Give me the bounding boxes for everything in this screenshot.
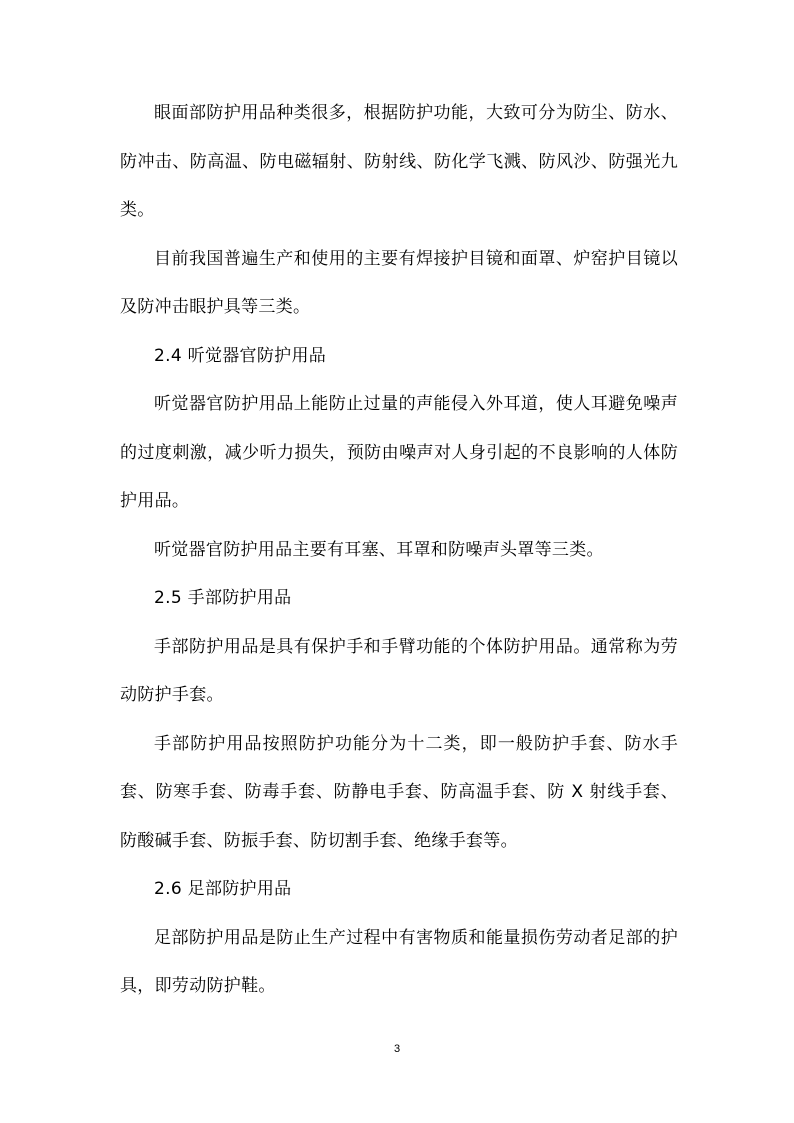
paragraph-hearing-types: 听觉器官防护用品主要有耳塞、耳罩和防噪声头罩等三类。 — [154, 539, 604, 560]
paragraph-hearing-definition: 听觉器官防护用品上能防止过量的声能侵入外耳道，使人耳避免噪声的过度刺激，减少听力损失，预防由噪声对人身引起的不良影响的人体防护用品。 — [120, 394, 678, 511]
paragraph-hand-definition: 手部防护用品是具有保护手和手臂功能的个体防护用品。通常称为劳动防护手套。 — [120, 636, 678, 705]
document-body — [120, 89, 678, 1011]
section-heading-foot: 2.6 足部防护用品 — [154, 879, 292, 899]
section-heading-hearing: 2.4 听觉器官防护用品 — [154, 345, 327, 366]
page-number: 3 — [393, 1043, 401, 1055]
section-heading-hand: 2.5 手部防护用品 — [154, 588, 292, 608]
paragraph-eye-protection-common: 目前我国普遍生产和使用的主要有焊接护目镜和面罩、炉窑护目镜以及防冲击眼护具等三类。 — [120, 248, 678, 317]
paragraph-eye-face-protection-types: 眼面部防护用品种类很多，根据防护功能，大致可分为防尘、防水、防冲击、防高温、防电磁辐射、防射线、防化学飞溅、防风沙、防强光九类。 — [120, 103, 678, 220]
paragraph-foot-definition: 足部防护用品是防止生产过程中有害物质和能量损伤劳动者足部的护具，即劳动防护鞋。 — [120, 927, 678, 996]
paragraph-hand-types: 手部防护用品按照防护功能分为十二类，即一般防护手套、防水手套、防寒手套、防毒手套、防静电手套、防高温手套、防 X 射线手套、防酸碱手套、防振手套、防切割手套、绝缘手套等。 — [120, 733, 678, 851]
